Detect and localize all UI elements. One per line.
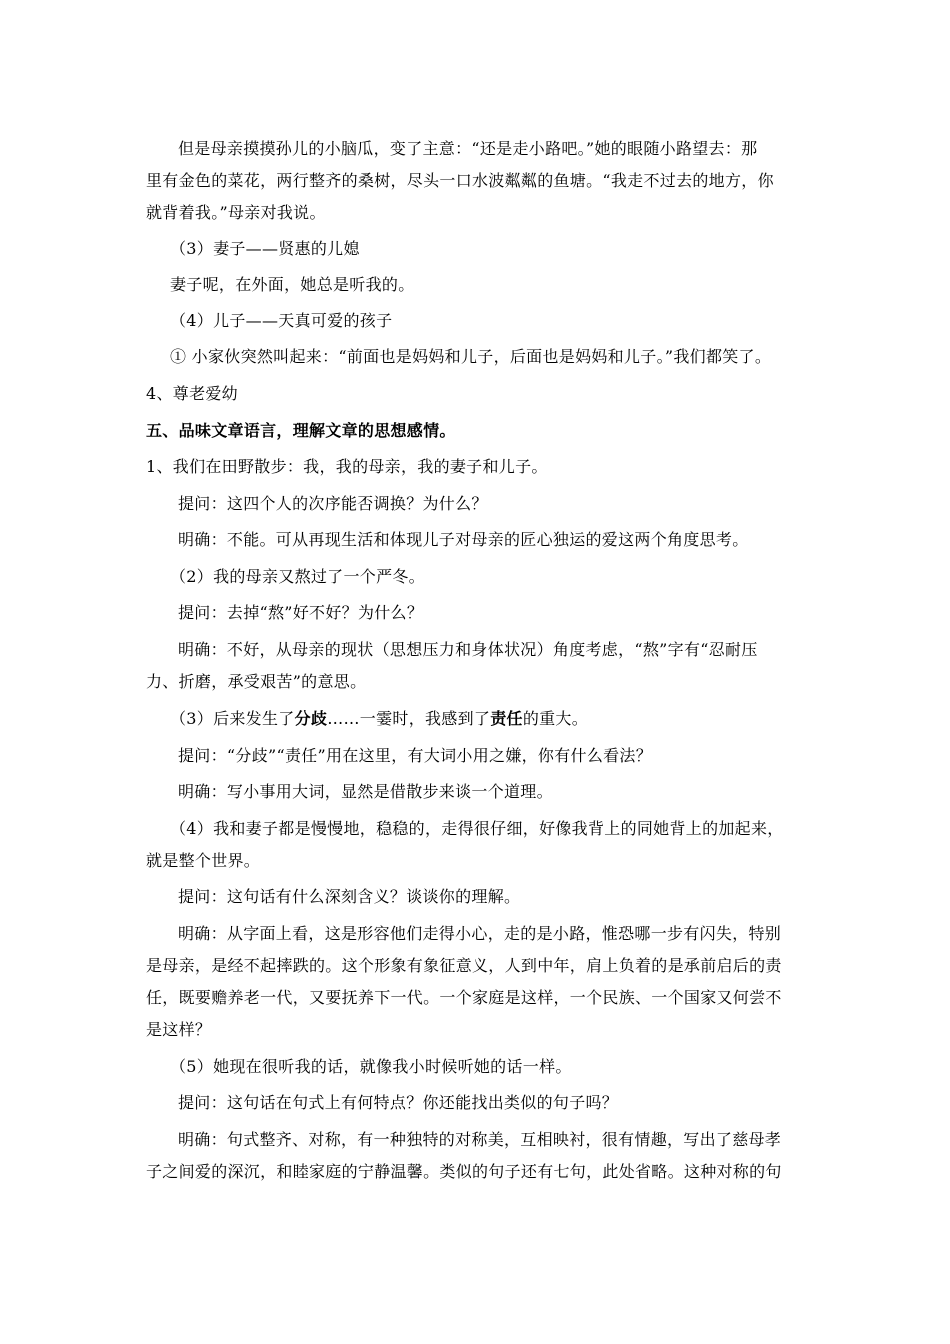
section-heading-respect: 4、尊老爱幼 <box>146 384 238 403</box>
answer-line: 明确：不好，从母亲的现状（思想压力和身体状况）角度考虑，“熬”字有“忍耐压 <box>178 640 758 659</box>
paragraph-line: 就是整个世界。 <box>146 851 261 870</box>
question-line: 提问：这句话有什么深刻含义？谈谈你的理解。 <box>178 887 521 906</box>
answer-line: 是母亲，是经不起摔跌的。这个形象有象征意义，人到中年，肩上负着的是承前启后的责 <box>146 956 782 975</box>
question-line: 提问：“分歧”“责任”用在这里，有大词小用之嫌，你有什么看法？ <box>178 746 653 765</box>
answer-line: 明确：句式整齐、对称，有一种独特的对称美，互相映衬，很有情趣，写出了慈母孝 <box>178 1130 782 1149</box>
paragraph-line: 妻子呢，在外面，她总是听我的。 <box>170 275 415 294</box>
answer-line: 任，既要赡养老一代，又要抚养下一代。一个家庭是这样，一个民族、一个国家又何尝不 <box>146 988 782 1007</box>
answer-line: 子之间爱的深沉，和睦家庭的宁静温馨。类似的句子还有七句，此处省略。这种对称的句 <box>146 1162 782 1181</box>
paragraph-line <box>170 708 830 730</box>
paragraph-line: （5）她现在很听我的话，就像我小时候听她的话一样。 <box>170 1057 572 1076</box>
section-heading-wife: （3）妻子——贤惠的儿媳 <box>170 239 360 258</box>
answer-line: 明确：从字面上看，这是形容他们走得小心，走的是小路，惟恐哪一步有闪失，特别 <box>178 924 782 943</box>
question-line: 提问：这四个人的次序能否调换？为什么？ <box>178 494 488 513</box>
paragraph-line: 但是母亲摸摸孙儿的小脑瓜，变了主意：“还是走小路吧。”她的眼随小路望去：那 <box>178 139 758 158</box>
paragraph-line: 就背着我。”母亲对我说。 <box>146 203 326 222</box>
bold-term: 责任 <box>490 709 523 728</box>
section-heading-son: （4）儿子——天真可爱的孩子 <box>170 311 393 330</box>
paragraph-line: ① 小家伙突然叫起来：“前面也是妈妈和儿子，后面也是妈妈和儿子。”我们都笑了。 <box>170 347 772 366</box>
text-span: ……一霎时，我感到了 <box>327 709 491 728</box>
answer-line: 明确：不能。可从再现生活和体现儿子对母亲的匠心独运的爱这两个角度思考。 <box>178 530 749 549</box>
text-span: （3）后来发生了 <box>170 709 295 728</box>
paragraph-line: （2）我的母亲又熬过了一个严冬。 <box>170 567 425 586</box>
answer-line: 是这样？ <box>146 1020 212 1039</box>
bold-term: 分歧 <box>294 709 328 728</box>
section-heading-five: 五、品味文章语言，理解文章的思想感情。 <box>146 421 456 440</box>
paragraph-line: （4）我和妻子都是慢慢地，稳稳的，走得很仔细，好像我背上的同她背上的加起来， <box>170 819 784 838</box>
question-line: 提问：去掉“熬”好不好？为什么？ <box>178 603 424 622</box>
paragraph-line: 1、我们在田野散步：我，我的母亲，我的妻子和儿子。 <box>146 457 548 476</box>
answer-line: 力、折磨，承受艰苦”的意思。 <box>146 672 367 691</box>
paragraph-line: 里有金色的菜花，两行整齐的桑树，尽头一口水波粼粼的鱼塘。“我走不过去的地方，你 <box>146 171 774 190</box>
answer-line: 明确：写小事用大词，显然是借散步来谈一个道理。 <box>178 782 553 801</box>
text-span: 的重大。 <box>522 709 589 728</box>
question-line: 提问：这句话在句式上有何特点？你还能找出类似的句子吗？ <box>178 1093 619 1112</box>
